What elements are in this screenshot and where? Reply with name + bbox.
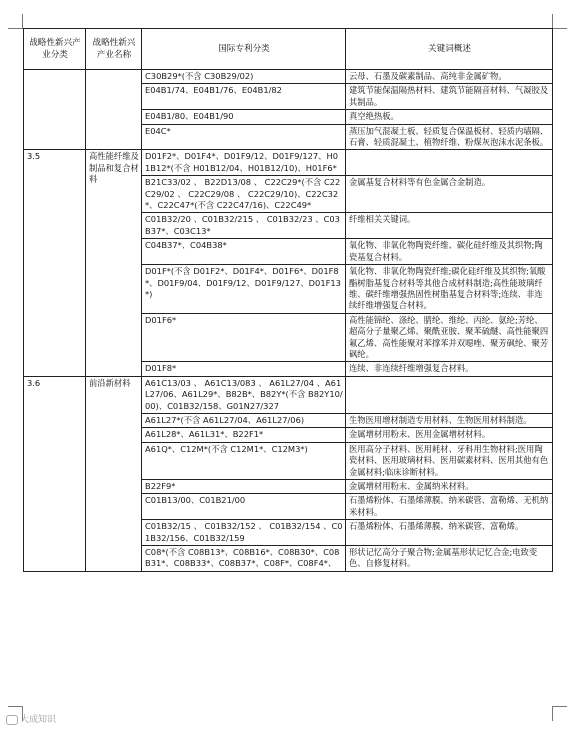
ipc-cell: A61L28*、A61L31*、B22F1* [142,428,346,442]
ipc-cell: A61Q*、C12M*(不含 C12M1*、C12M3*) [142,442,346,479]
ipc-cell: E04B1/74、E04B1/76、E04B1/82 [142,84,346,110]
keyword-cell: 高性能锦纶、涤纶、腈纶、维纶、丙纶、氨纶;芳纶、超高分子量聚乙烯、聚酰亚胺、聚苯硫醚、高性能聚四氟乙烯、高性能聚对苯撑苯并双噁唑、聚芳砜纶、聚芳砜纶。 [346,313,553,362]
ipc-cell: C01B32/20 、C01B32/215 、 C01B32/23 、C03B37*、C03C13* [142,213,346,239]
keyword-cell: 建筑节能保温隔热材料、建筑节能隔音材料、气凝胶及其制品。 [346,84,553,110]
ipc-cell: C08*(不含 C08B13*、C08B16*、C08B30*、C08B31*、C08B33*、C08B37*、C08F*、C08F4*、 [142,546,346,572]
ipc-cell: D01F6* [142,313,346,362]
keyword-cell: 生物医用增材制造专用材料、生物医用材料制造。 [346,413,553,427]
ipc-cell: A61C13/03 、 A61C13/083 、 A61L27/04 、A61L27/06、A61L29*、B82B*、B82Y*(不含 B82Y10/00)、C01B32/158、G01N27/327 [142,376,346,413]
ipc-cell: E04B1/80、E04B1/90 [142,110,346,124]
keyword-cell: 云母、石墨及碳素制品、高纯非金属矿物。 [346,70,553,84]
name-cell: 前沿新材料 [86,376,142,571]
ipc-cell: C01B13/00、C01B21/00 [142,494,346,520]
crop-mark-top-right [552,14,567,29]
keyword-cell: 形状记忆高分子聚合物;金属基形状记忆合金;电致变色、自修复材料。 [346,546,553,572]
header-name: 战略性新兴产业名称 [86,29,142,70]
category-cell: 3.6 [24,376,86,571]
ipc-cell: C30B29*(不含 C30B29/02) [142,70,346,84]
crop-mark-bottom-right [552,706,567,721]
ipc-cell: C01B32/15 、 C01B32/152 、 C01B32/154 、C01B32/156、C01B32/159 [142,520,346,546]
ipc-cell: B22F9* [142,480,346,494]
watermark [6,712,56,725]
ipc-cell: D01F*(不含 D01F2*、D01F4*、D01F6*、D01F8*、D01F9/04、D01F9/12、D01F9/127、D01F13*) [142,265,346,314]
table-row [24,150,553,176]
table-row [24,70,553,84]
table-body [24,70,553,572]
ipc-cell: C04B37*、C04B38* [142,239,346,265]
patent-classification-table [23,28,553,572]
keyword-cell: 真空绝热板。 [346,110,553,124]
ipc-cell: B21C33/02 、 B22D13/08 、 C22C29*(不含 C22C29/02 、 C22C29/08 、 C22C29/10)、C22C32*、C22C47*(不含 C22C47/16)、C22C49* [142,176,346,213]
watermark-text: 大成知识 [20,715,57,725]
table-header-row [24,29,553,70]
keyword-cell: 医用高分子材料、医用耗材、牙科用生物材料;医用陶瓷材料、医用玻璃材料、医用碳素材料、医用其他有色金属材料;临床诊断材料。 [346,442,553,479]
ipc-cell: E04C* [142,124,346,150]
header-category: 战略性新兴产业分类 [24,29,86,70]
category-cell: 3.5 [24,150,86,376]
keyword-cell: 金属基复合材料等有色金属合金制造。 [346,176,553,213]
category-cell [24,70,86,150]
watermark-logo-icon [6,715,18,725]
ipc-cell: A61L27*(不含 A61L27/04、A61L27/06) [142,413,346,427]
keyword-cell: 石墨烯粉体、石墨烯薄膜、纳米碳管、富勒烯、无机纳米材料。 [346,494,553,520]
header-keywords: 关键词概述 [346,29,553,70]
crop-mark-top-left [8,14,23,29]
keyword-cell [346,376,553,413]
keyword-cell: 连续、非连续纤维增强复合材料。 [346,362,553,376]
keyword-cell: 金属增材用粉末、金属纳米材料。 [346,480,553,494]
name-cell: 高性能纤维及制品和复合材料 [86,150,142,376]
keyword-cell: 金属增材用粉末、医用金属增材材料。 [346,428,553,442]
ipc-cell: D01F2*、D01F4*、D01F9/12、D01F9/127、H01B12*(不含 H01B12/04、H01B12/10)、H01F6* [142,150,346,176]
keyword-cell: 石墨烯粉体、石墨烯薄膜、纳米碳管、富勒烯。 [346,520,553,546]
keyword-cell: 氧化物、非氧化物陶瓷纤维、碳化硅纤维及其织物;陶瓷基复合材料。 [346,239,553,265]
keyword-cell: 纤维相关关键词。 [346,213,553,239]
ipc-cell: D01F8* [142,362,346,376]
keyword-cell: 蒸压加气混凝土板、轻质复合保温板材、轻质内墙隔、石膏、轻质混凝土、植物纤维、粉煤灰泡沫水泥条板。 [346,124,553,150]
table-row [24,376,553,413]
header-ipc: 国际专利分类 [142,29,346,70]
keyword-cell [346,150,553,176]
name-cell [86,70,142,150]
keyword-cell: 氧化物、非氧化物陶瓷纤维;碳化硅纤维及其织物;氧酸酯树脂基复合材料等其他合成材料制造;高性能玻璃纤维、碳纤维增强热固性树脂基复合材料等;连续、非连续纤维增强复合材料。 [346,265,553,314]
